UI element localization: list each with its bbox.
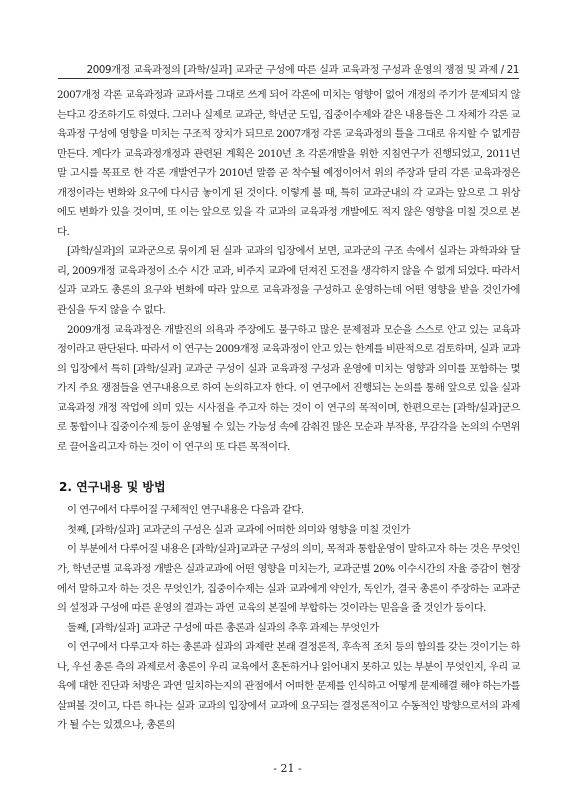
section-paragraph-3: 이 연구에서 다루고자 하는 총론과 실과의 과제란 본래 결정론적, 후속적 조치 등의 함의를 갖는 것이기는 하나, 우선 총론 측의 과제로서 총론이 우리 교육에서 혼돈하거나 읽어내지 못하고 있는 부분이 무엇인지, 우리 교육에 대한 진단과 처방은 과연 일치하는지의 관점에서 어떠한 문제를 인식하고 어떻게 문제해결 해야 하는가를 살펴볼 것이고, 다른 하나는 실과 교과의 입장에서 교과에 요구되는 결정론적이고 수동적인 방향으로서의 과제가 될 수는 있겠으나, 총론의 [57, 641, 520, 732]
running-header [58, 61, 519, 75]
intro-paragraph-2: [과학/실과]의 교과군으로 묶이게 된 실과 교과의 입장에서 보면, 교과군의 구조 속에서 실과는 과학과와 달리, 2009개정 교육과정이 소수 시간 교과, 비주지 교과에 던져진 도전을 생각하지 않을 수 없게 되었다. 따라서 실과 교과도 총론의 요구와 변화에 따라 앞으로 교육과정을 구성하고 운영하는데 어떤 영향을 받을 것인가에 관심을 두지 않을 수 없다. [57, 245, 520, 317]
main-body [57, 86, 520, 736]
section-paragraph-1: 이 연구에서 다루어질 구체적인 연구내용은 다음과 같다. [67, 504, 304, 517]
page-footer-number: - 21 - [273, 762, 302, 775]
header-separator: / [500, 65, 504, 76]
intro-paragraph-1: 2007개정 각론 교육과정과 교과서를 그대로 쓰게 되어 각론에 미치는 영향이 없어 개정의 주기가 문제되지 않는다고 강조하기도 하였다. 그러나 실제로 교과군, 학년군 도입, 집중이수제와 같은 내용들은 그 자체가 각론 교육과정 구성에 영향을 미치는 구조적 장치가 되므로 2007개정 각론 교육과정의 틀을 그대로 유지할 수 없게끔 만든다. 게다가 교육과정개정과 관련된 계획은 2010년 초 각론개발을 위한 지침연구가 진행되었고, 2011년 말 고시를 목표로 한 각론 개발연구가 2010년 말쯤 곧 착수될 예정이어서 위의 주장과 달리 각론 교육과정은 개정이라는 변화와 요구에 다시금 놓이게 된 것이다. 이렇게 볼 때, 특히 교과군내의 각 교과는 앞으로 그 위상에도 변화가 있을 것이며, 또 이는 앞으로 있을 각 교과의 교육과정 개발에도 적지 않은 영향을 미칠 것으로 본다. [57, 89, 520, 238]
section-heading: 2. 연구내용 및 방법 [59, 480, 166, 495]
research-item-1: 첫째, [과학/실과] 교과군의 구성은 실과 교과에 어떠한 의미와 영향을 미칠 것인가 [67, 523, 410, 536]
header-page-number: 21 [506, 65, 519, 76]
intro-paragraph-3: 2009개정 교육과정은 개발진의 의욕과 주장에도 불구하고 많은 문제점과 모순을 스스로 안고 있는 교육과정이라고 판단된다. 따라서 이 연구는 2009개정 교육과정이 안고 있는 한계를 비판적으로 검토하며, 실과 교과의 입장에서 특히 [과학/실과] 교과군 구성이 실과 교육과정 구성과 운영에 미치는 영향과 의미를 포함하는 몇 가지 주요 쟁점들을 연구내용으로 하여 논의하고자 한다. 이 연구에서 진행되는 논의를 통해 앞으로 있을 실과 교육과정 개정 작업에 의미 있는 시사점을 주고자 하는 것이 이 연구의 목적이며, 한편으로는 [과학/실과]군으로 통합이나 집중이수제 등이 운영될 수 있는 가능성 속에 감춰진 많은 모순과 부작용, 무감각을 논의의 수면위로 끌어올리고자 하는 것이 이 연구의 또 다른 목적이다. [57, 323, 520, 453]
running-title: 2009개정 교육과정의 [과학/실과] 교과군 구성에 따른 실과 교육과정 구성과 운영의 쟁점 및 과제 [86, 65, 498, 76]
header-rule [58, 78, 519, 79]
section-paragraph-2: 이 부분에서 다루어질 내용은 [과학/실과]교과군 구성의 의미, 목적과 통합운영이 말하고자 하는 것은 무엇인가, 학년군별 교육과정 개발은 실과교과에 어떤 영향을 미치는가, 교과군별 20% 이수시간의 자율 증감이 현장에서 말하고자 하는 것은 무엇인가, 집중이수제는 실과 교과에게 약인가, 독인가, 결국 총론이 주장하는 교과군의 설정과 구성에 따른 운영의 결과는 과연 교육의 본질에 부합하는 것이라는 믿음을 줄 것인가 등이다. [57, 543, 520, 615]
research-item-2: 둘째, [과학/실과] 교과군 구성에 따른 총론과 실과의 추후 과제는 무엇인가 [67, 621, 379, 634]
